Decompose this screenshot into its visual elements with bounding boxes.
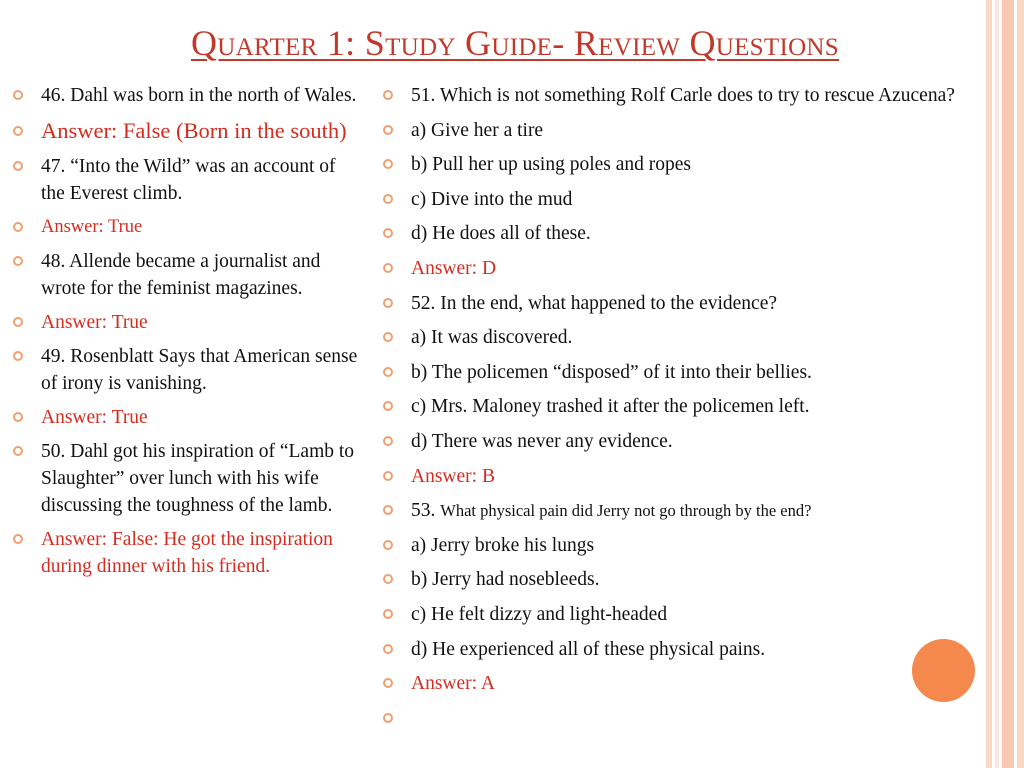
bullet-icon xyxy=(13,90,23,100)
bullet-icon xyxy=(383,609,393,619)
list-item xyxy=(10,309,360,336)
list-item xyxy=(380,532,980,559)
list-item xyxy=(380,463,980,490)
bullet-icon xyxy=(13,446,23,456)
list-item xyxy=(380,82,980,109)
list-item xyxy=(380,393,980,420)
answer-text: Answer: True xyxy=(41,312,148,333)
list-item xyxy=(10,526,360,580)
bullet-icon xyxy=(383,90,393,100)
bullet-icon xyxy=(383,436,393,446)
option-text: d) He experienced all of these physical pains. xyxy=(411,638,766,660)
answer-text: Answer: A xyxy=(411,673,495,695)
bullet-icon xyxy=(383,540,393,550)
answer-text: Answer: True xyxy=(41,217,143,237)
option-text: a) Give her a tire xyxy=(411,119,544,141)
bullet-icon xyxy=(13,161,23,171)
bullet-icon xyxy=(383,332,393,342)
answer-text: Answer: True xyxy=(41,407,148,428)
list-item xyxy=(10,153,360,207)
question-text xyxy=(411,497,980,524)
bullet-icon xyxy=(383,574,393,584)
list-item xyxy=(380,186,980,213)
list-item xyxy=(380,220,980,247)
list-item xyxy=(10,248,360,302)
bullet-icon xyxy=(383,713,393,723)
list-item xyxy=(380,324,980,351)
bullet-icon xyxy=(13,222,23,232)
option-text: b) The policemen “disposed” of it into their bellies. xyxy=(411,361,812,383)
bullet-icon xyxy=(13,256,23,266)
bullet-icon xyxy=(13,317,23,327)
option-text: c) He felt dizzy and light-headed xyxy=(411,603,668,625)
question-text: 47. “Into the Wild” was an account of the Everest climb. xyxy=(41,156,336,204)
bullet-icon xyxy=(13,351,23,361)
question-text: 52. In the end, what happened to the evidence? xyxy=(411,292,778,314)
list-item xyxy=(380,601,980,628)
bullet-icon xyxy=(13,534,23,544)
bullet-icon xyxy=(383,505,393,515)
list-item xyxy=(380,497,980,524)
slide-title: Quarter 1: Study Guide- Review Questions xyxy=(190,23,839,63)
answer-text: Answer: D xyxy=(411,257,497,279)
option-text: a) Jerry broke his lungs xyxy=(411,534,595,556)
list-item xyxy=(380,290,980,317)
option-text: b) Jerry had nosebleeds. xyxy=(411,569,600,591)
answer-text: Answer: False (Born in the south) xyxy=(41,118,347,143)
option-text: a) It was discovered. xyxy=(411,327,573,349)
list-item xyxy=(10,82,360,109)
bullet-icon xyxy=(383,228,393,238)
bullet-icon xyxy=(383,298,393,308)
left-column-list xyxy=(10,82,360,587)
answer-text: Answer: B xyxy=(411,465,495,487)
option-text: d) He does all of these. xyxy=(411,223,591,245)
list-item xyxy=(10,116,360,146)
decor-stripe-3 xyxy=(1002,0,1014,768)
list-item xyxy=(380,359,980,386)
decor-stripe-1 xyxy=(986,0,992,768)
list-item xyxy=(380,670,980,697)
bullet-icon xyxy=(383,125,393,135)
bullet-icon xyxy=(383,159,393,169)
list-item xyxy=(380,151,980,178)
decor-circle xyxy=(912,639,975,702)
option-text: c) Dive into the mud xyxy=(411,188,573,210)
list-item xyxy=(380,117,980,144)
list-item xyxy=(380,255,980,282)
right-column-list xyxy=(380,82,980,739)
decor-stripe-4 xyxy=(1017,0,1024,768)
bullet-icon xyxy=(13,412,23,422)
bullet-icon xyxy=(383,263,393,273)
question-text: 51. Which is not something Rolf Carle does to try to rescue Azucena? xyxy=(411,85,955,106)
list-item xyxy=(10,438,360,519)
empty-item-text xyxy=(411,705,980,732)
answer-text: Answer: False: He got the inspiration during dinner with his friend. xyxy=(41,529,333,577)
question-text: 48. Allende became a journalist and wrote for the feminist magazines. xyxy=(41,251,321,299)
question-text: 49. Rosenblatt Says that American sense of irony is vanishing. xyxy=(41,346,358,394)
question-number: 53. xyxy=(411,500,441,522)
list-item xyxy=(380,566,980,593)
bullet-icon xyxy=(383,644,393,654)
list-item xyxy=(380,428,980,455)
bullet-icon xyxy=(383,367,393,377)
option-text: c) Mrs. Maloney trashed it after the policemen left. xyxy=(411,396,810,418)
question-text: 46. Dahl was born in the north of Wales. xyxy=(41,85,357,106)
question-body: What physical pain did Jerry not go through by the end? xyxy=(440,501,812,521)
question-text: 50. Dahl got his inspiration of “Lamb to Slaughter” over lunch with his wife discussing the toughness of the lamb. xyxy=(41,441,355,516)
bullet-icon xyxy=(383,194,393,204)
bullet-icon xyxy=(383,678,393,688)
list-item xyxy=(10,343,360,397)
bullet-icon xyxy=(383,401,393,411)
list-item xyxy=(10,214,360,241)
option-text: d) There was never any evidence. xyxy=(411,430,673,452)
list-item xyxy=(380,705,980,732)
option-text: b) Pull her up using poles and ropes xyxy=(411,154,692,176)
bullet-icon xyxy=(383,471,393,481)
decor-stripe-2 xyxy=(995,0,999,768)
bullet-icon xyxy=(13,126,23,136)
list-item xyxy=(380,636,980,663)
list-item xyxy=(10,404,360,431)
